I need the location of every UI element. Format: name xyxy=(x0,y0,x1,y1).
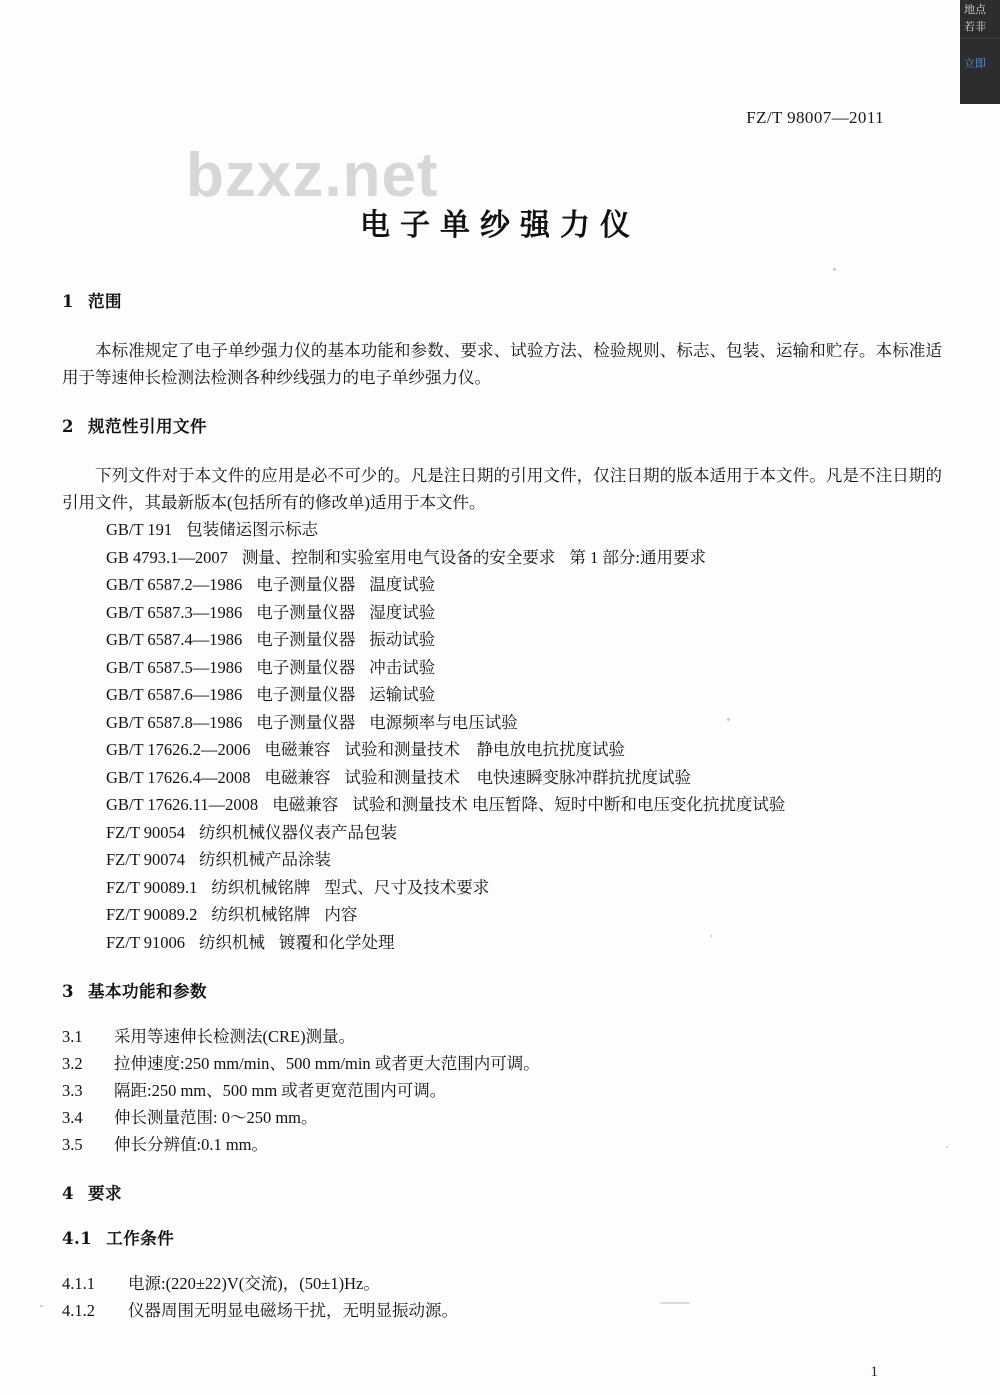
section-title-2: 规范性引用文件 xyxy=(87,417,207,436)
section-heading-4 xyxy=(62,1180,942,1207)
reference-extra: 第 1 部分:通用要求 xyxy=(569,547,707,567)
clause-item xyxy=(62,1023,942,1050)
notice-line-2: 若非 xyxy=(964,21,986,33)
reference-item xyxy=(62,516,942,544)
clause-item xyxy=(62,1270,942,1297)
reference-code: GB/T 17626.11—2008 xyxy=(106,795,259,814)
reference-code: GB/T 6587.8—1986 xyxy=(106,712,243,732)
reference-title: 电子测量仪器 xyxy=(256,575,356,594)
reference-title: 电子测量仪器 xyxy=(256,630,356,649)
reference-title: 电子测量仪器 xyxy=(256,602,356,622)
reference-extra: 试验和测量技术 静电放电抗扰度试验 xyxy=(344,740,626,759)
reference-title: 电子测量仪器 xyxy=(256,657,356,677)
reference-title: 包装储运图示标志 xyxy=(186,520,319,539)
reference-item xyxy=(62,901,942,929)
notice-action-button[interactable]: 立即 xyxy=(964,58,986,70)
reference-title: 纺织机械产品涂装 xyxy=(199,850,331,869)
reference-extra: 运输试验 xyxy=(369,685,436,704)
clause-text: 隔距:250 mm、500 mm 或者更宽范围内可调。 xyxy=(114,1081,447,1100)
clause-number: 3.5 xyxy=(62,1135,83,1154)
clause-number: 3.2 xyxy=(62,1054,83,1073)
reference-title: 电磁兼容 xyxy=(264,767,331,787)
reference-code: FZ/T 91006 xyxy=(106,932,185,952)
reference-item xyxy=(62,599,942,627)
reference-extra: 冲击试验 xyxy=(369,657,436,677)
reference-code: GB/T 6587.5—1986 xyxy=(106,657,243,677)
reference-item xyxy=(62,874,942,902)
reference-code: FZ/T 90089.1 xyxy=(106,877,198,897)
clause-number: 3.3 xyxy=(62,1081,83,1100)
clause-number: 3.1 xyxy=(62,1027,83,1046)
reference-code: GB/T 6587.3—1986 xyxy=(106,602,243,622)
reference-item xyxy=(62,929,942,957)
subsection-title: 工作条件 xyxy=(106,1229,175,1248)
reference-item xyxy=(62,819,942,847)
reference-extra: 温度试验 xyxy=(369,575,436,594)
reference-code: GB/T 191 xyxy=(106,520,173,539)
clause-text: 伸长测量范围: 0～250 mm。 xyxy=(114,1108,318,1127)
watermark-logo: bzxz.net xyxy=(186,141,439,210)
reference-item xyxy=(62,571,942,599)
page-title: 电子单纱强力仪 xyxy=(360,208,640,243)
reference-extra: 内容 xyxy=(324,905,358,924)
section-title-1: 范围 xyxy=(87,292,122,311)
section-number-3: 3 xyxy=(62,982,74,1001)
section-1-paragraph: 本标准规定了电子单纱强力仪的基本功能和参数、要求、试验方法、检验规则、标志、包装、运输和贮存。本标准适用于等速伸长检测法检测各种纱线强力的电子单纱强力仪。 xyxy=(62,341,942,387)
reference-item xyxy=(62,791,942,819)
reference-title: 纺织机械仪器仪表产品包装 xyxy=(199,822,397,842)
reference-code: GB/T 17626.2—2006 xyxy=(106,740,251,759)
clause-item xyxy=(62,1297,942,1324)
clause-item xyxy=(62,1131,942,1158)
reference-code: FZ/T 90074 xyxy=(106,850,185,869)
clause-text: 拉伸速度:250 mm/min、500 mm/min 或者更大范围内可调。 xyxy=(114,1054,540,1073)
reference-code: GB 4793.1—2007 xyxy=(106,547,228,567)
reference-code: GB/T 6587.2—1986 xyxy=(106,575,243,594)
scan-speck xyxy=(946,1146,948,1148)
section-heading-3 xyxy=(62,978,942,1005)
reference-code: GB/T 6587.6—1986 xyxy=(106,685,243,704)
clause-item xyxy=(62,1104,942,1131)
reference-title: 纺织机械 xyxy=(199,932,265,952)
standard-code: FZ/T 98007—2011 xyxy=(746,108,884,127)
reference-item xyxy=(62,736,942,764)
reference-extra: 振动试验 xyxy=(369,630,436,649)
section-title-3: 基本功能和参数 xyxy=(87,982,207,1001)
document-body xyxy=(62,288,942,1324)
clause-number: 3.4 xyxy=(62,1108,83,1127)
reference-item xyxy=(62,764,942,792)
section-number-2: 2 xyxy=(62,417,74,436)
page-number: 1 xyxy=(870,1364,878,1380)
scan-speck xyxy=(833,268,836,271)
reference-code: GB/T 6587.4—1986 xyxy=(106,630,243,649)
reference-item xyxy=(62,846,942,874)
clause-text: 伸长分辨值:0.1 mm。 xyxy=(114,1135,269,1154)
reference-title: 电磁兼容 xyxy=(264,740,331,759)
clause-number: 4.1.1 xyxy=(62,1274,95,1293)
reference-extra: 电源频率与电压试验 xyxy=(369,712,518,732)
clause-text: 电源:(220±22)V(交流)，(50±1)Hz。 xyxy=(128,1274,380,1293)
reference-item xyxy=(62,544,942,572)
reference-title: 测量、控制和实验室用电气设备的安全要求 xyxy=(241,547,556,567)
reference-title: 纺织机械铭牌 xyxy=(211,905,311,924)
scan-speck xyxy=(40,1305,43,1307)
reference-extra: 试验和测量技术 电压暂降、短时中断和电压变化抗扰度试验 xyxy=(352,795,786,814)
clause-item xyxy=(62,1050,942,1077)
section-title-4: 要求 xyxy=(87,1184,122,1203)
section-2-paragraph: 下列文件对于本文件的应用是必不可少的。凡是注日期的引用文件，仅注日期的版本适用于本文件。凡是不注日期的引用文件，其最新版本(包括所有的修改单)适用于本文件。 xyxy=(62,466,942,512)
section-number-4: 4 xyxy=(62,1184,74,1203)
reference-extra: 试验和测量技术 电快速瞬变脉冲群抗扰度试验 xyxy=(344,767,692,787)
reference-extra: 湿度试验 xyxy=(369,602,436,622)
reference-title: 纺织机械铭牌 xyxy=(211,877,311,897)
reference-item xyxy=(62,626,942,654)
divider xyxy=(960,38,1000,39)
reference-code: FZ/T 90089.2 xyxy=(106,905,198,924)
section-heading-2 xyxy=(62,413,942,440)
reference-code: FZ/T 90054 xyxy=(106,822,185,842)
reference-title: 电子测量仪器 xyxy=(256,685,356,704)
reference-code: GB/T 17626.4—2008 xyxy=(106,767,251,787)
reference-item xyxy=(62,654,942,682)
reference-item xyxy=(62,681,942,709)
reference-extra: 型式、尺寸及技术要求 xyxy=(324,877,490,897)
section-number-1: 1 xyxy=(62,292,74,311)
clause-text: 采用等速伸长检测法(CRE)测量。 xyxy=(114,1027,356,1046)
reference-title: 电子测量仪器 xyxy=(256,712,356,732)
subsection-number: 4.1 xyxy=(62,1229,93,1248)
clause-number: 4.1.2 xyxy=(62,1301,95,1320)
clause-text: 仪器周围无明显电磁场干扰，无明显振动源。 xyxy=(128,1301,458,1320)
reference-item xyxy=(62,709,942,737)
reference-title: 电磁兼容 xyxy=(272,795,339,814)
section-heading-4-1 xyxy=(62,1225,942,1252)
floating-notice-panel[interactable] xyxy=(960,0,1000,104)
notice-line-1: 地点 xyxy=(964,4,986,16)
reference-extra: 镀覆和化学处理 xyxy=(279,932,395,952)
clause-item xyxy=(62,1077,942,1104)
section-heading-1 xyxy=(62,288,942,315)
